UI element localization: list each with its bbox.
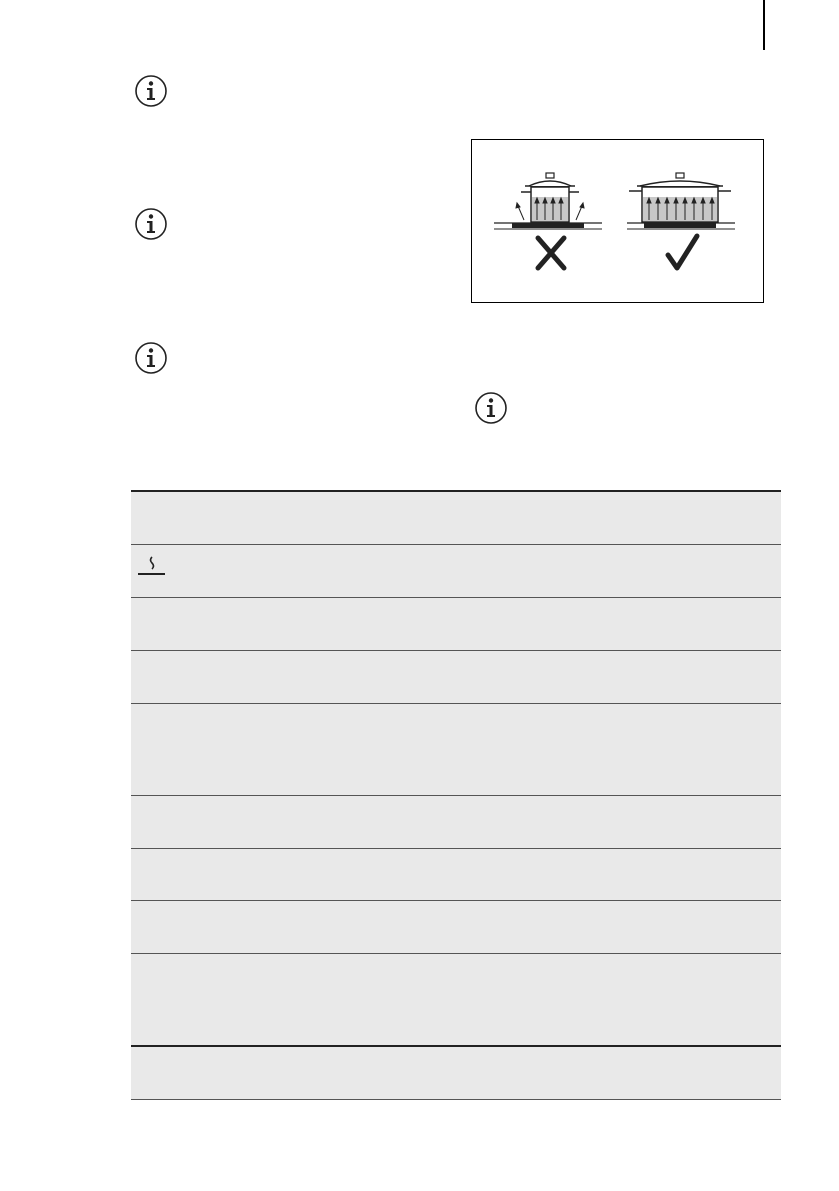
table-cell — [131, 492, 781, 500]
table-row — [131, 849, 781, 901]
small-pot-illustration — [494, 173, 602, 229]
table-cell — [131, 1047, 781, 1055]
table-row — [131, 545, 781, 598]
table-cell — [131, 704, 781, 712]
table-cell — [131, 651, 781, 659]
table-cell — [131, 598, 781, 606]
table-cell — [131, 901, 781, 909]
info-icon — [134, 341, 168, 375]
table-row — [131, 492, 781, 545]
info-icon — [134, 74, 168, 108]
settings-table — [131, 490, 781, 1100]
large-pot-illustration — [627, 173, 735, 229]
info-icon — [474, 391, 508, 425]
table-row — [131, 651, 781, 704]
check-mark-icon — [668, 236, 697, 268]
table-cell — [131, 545, 781, 553]
table-row — [131, 598, 781, 651]
table-row — [131, 1047, 781, 1100]
table-row — [131, 796, 781, 849]
table-row — [131, 954, 781, 1047]
heat-symbol-icon — [136, 555, 166, 582]
table-row — [131, 704, 781, 796]
page-corner-line — [763, 0, 765, 50]
table-row — [131, 901, 781, 954]
table-cell — [131, 849, 781, 857]
cookware-illustration — [471, 139, 764, 303]
cross-mark-icon — [538, 238, 564, 268]
info-icon — [134, 207, 168, 241]
table-cell — [131, 954, 781, 962]
table-cell — [131, 796, 781, 804]
